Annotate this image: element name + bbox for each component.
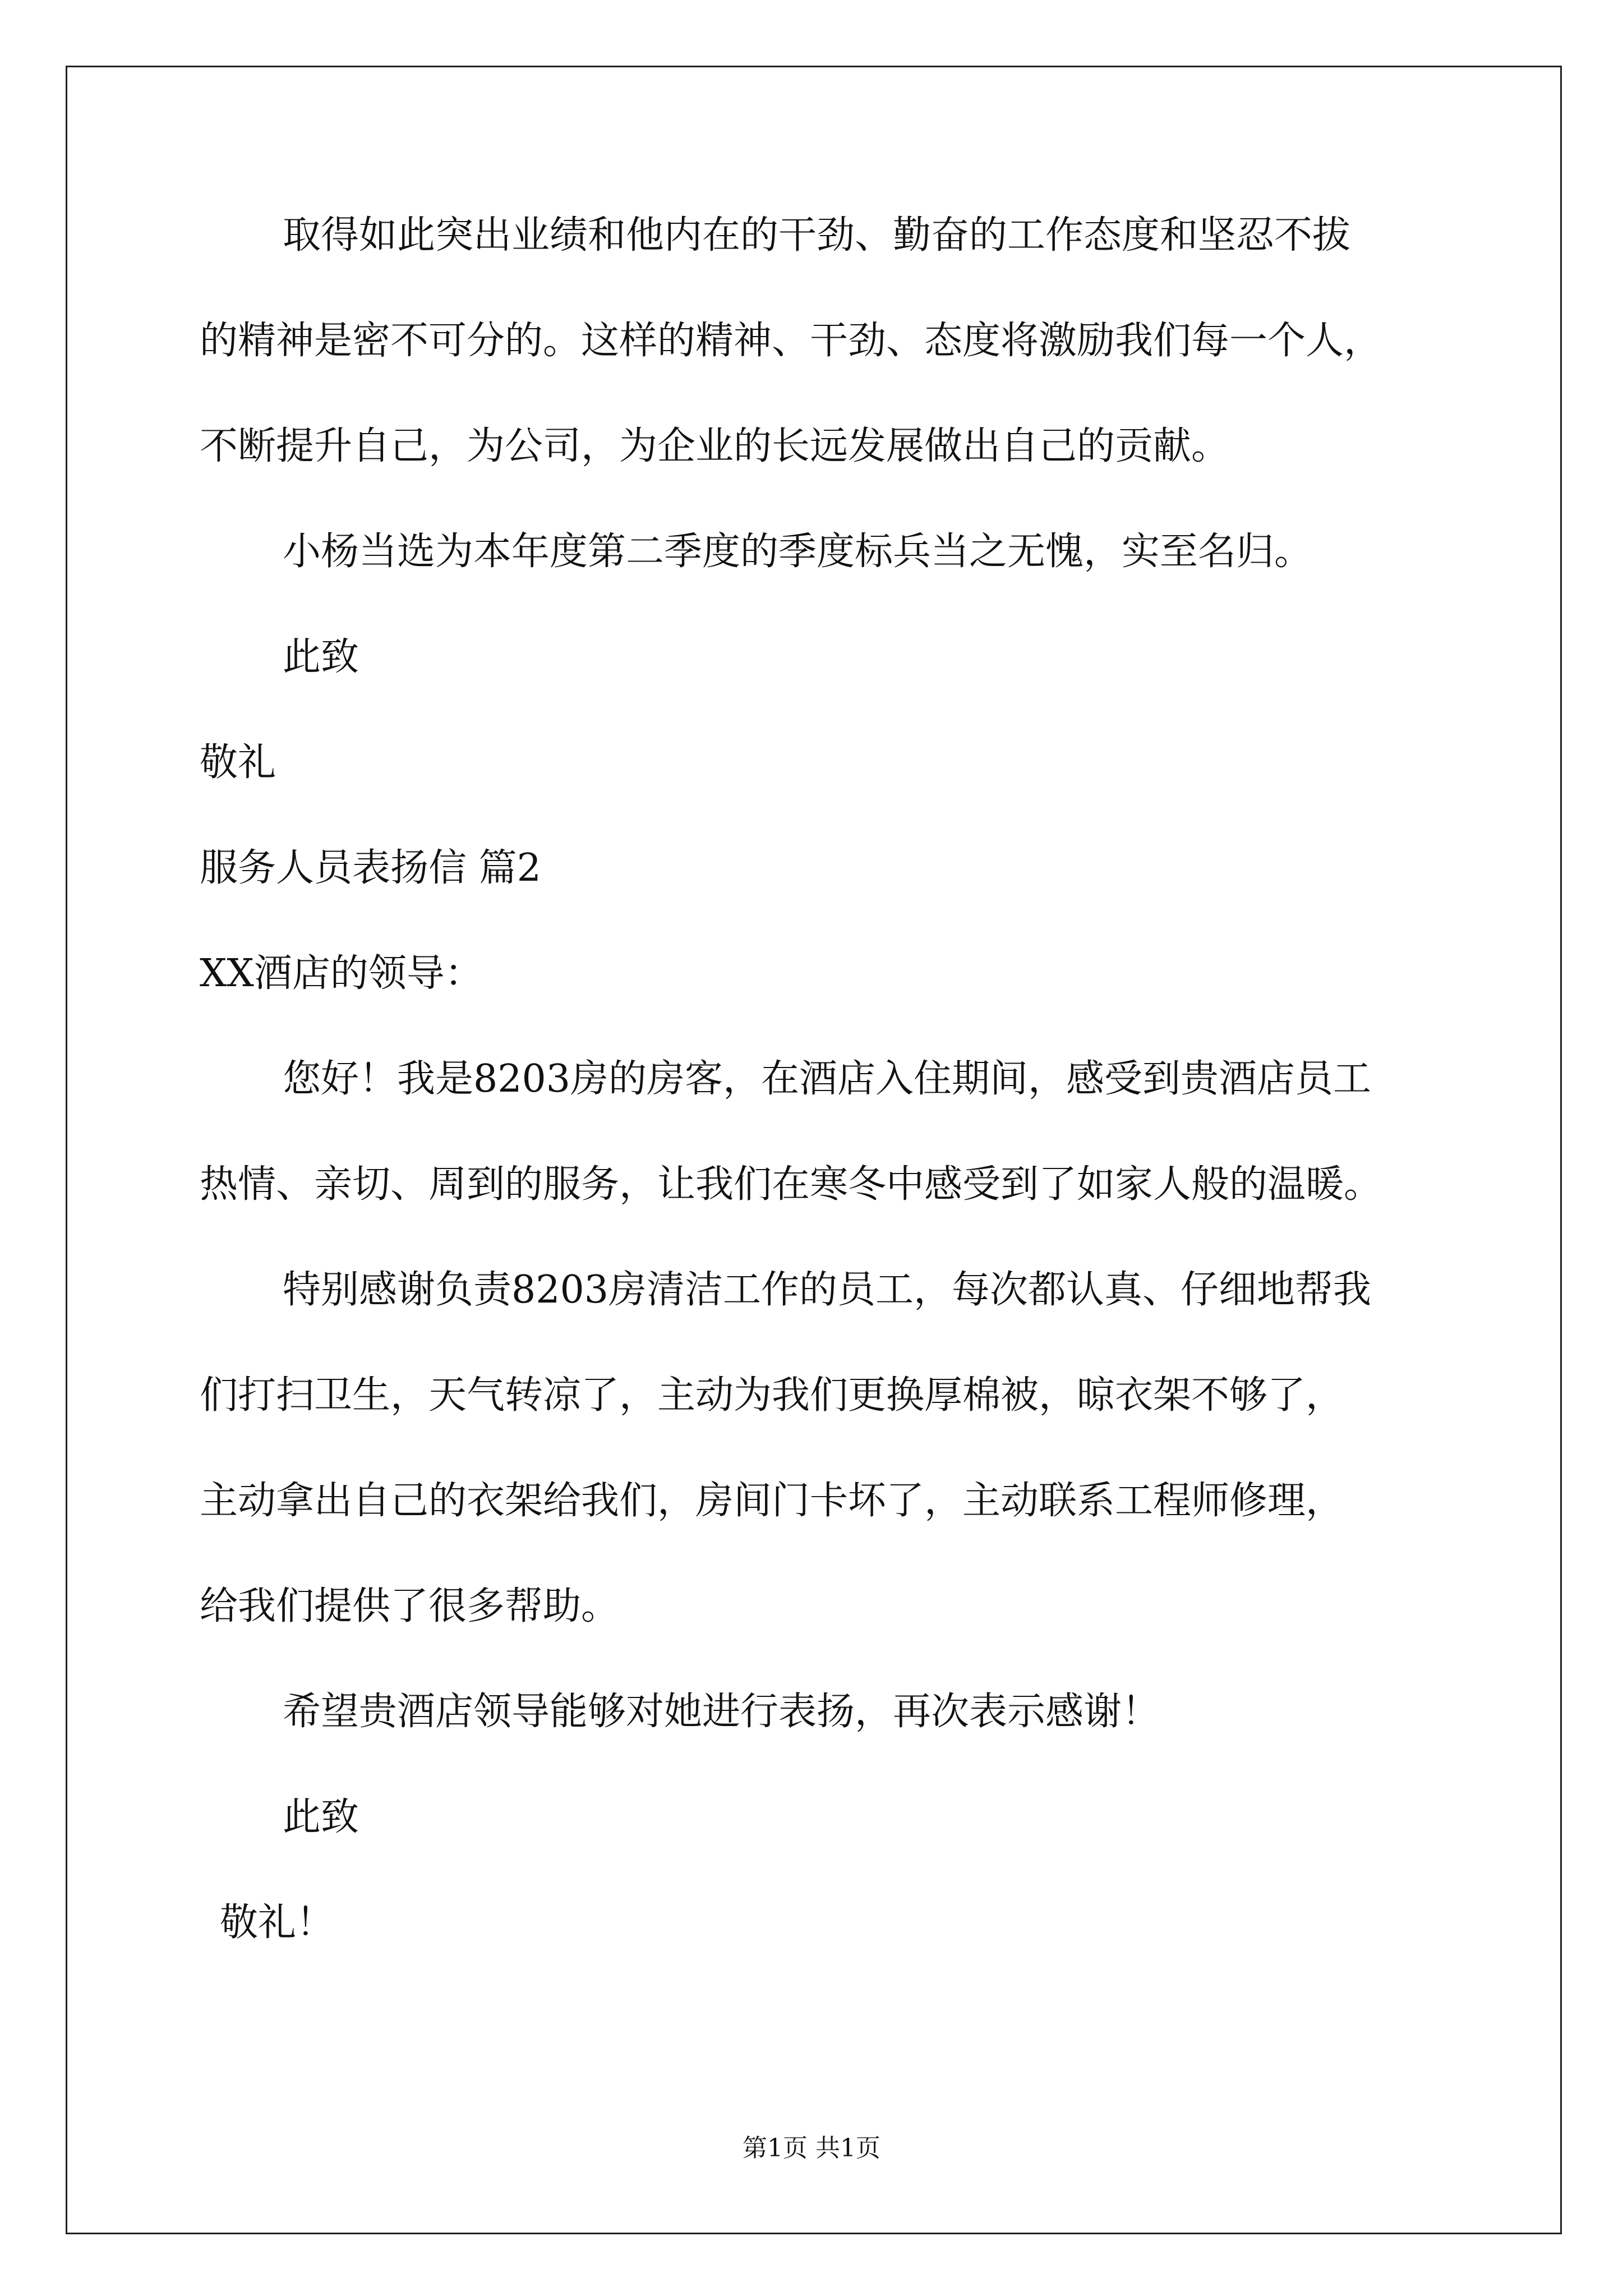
paragraph-line: 的精神是密不可分的。这样的精神、干劲、态度将激励我们每一个人， (200, 319, 1382, 363)
paragraph-line: 特别感谢负责8203房清洁工作的员工，每次都认真、仔细地帮我 (283, 1268, 1372, 1312)
paragraph-line: 主动拿出自己的衣架给我们，房间门卡坏了，主动联系工程师修理， (200, 1479, 1344, 1523)
closing-line: 此致 (283, 1795, 359, 1839)
salutation-line: 敬礼 (200, 740, 276, 785)
section-heading: 服务人员表扬信 篇2 (200, 846, 541, 890)
paragraph-line: 不断提升自己，为公司，为企业的长远发展做出自己的贡献。 (200, 424, 1230, 468)
closing-line: 此致 (283, 635, 359, 679)
paragraph-line: 取得如此突出业绩和他内在的干劲、勤奋的工作态度和坚忍不拔 (283, 213, 1351, 257)
paragraph-line: 们打扫卫生，天气转凉了，主动为我们更换厚棉被，晾衣架不够了， (200, 1373, 1344, 1418)
addressee-line: XX酒店的领导： (200, 951, 483, 996)
page-number-footer: 第1页 共1页 (743, 2134, 880, 2162)
salutation-line: 敬礼！ (220, 1901, 335, 1945)
paragraph-line: 您好！我是8203房的房客，在酒店入住期间，感受到贵酒店员工 (283, 1057, 1372, 1101)
paragraph-line: 给我们提供了很多帮助。 (200, 1584, 620, 1628)
paragraph-line: 热情、亲切、周到的服务，让我们在寒冬中感受到了如家人般的温暖。 (200, 1162, 1382, 1207)
paragraph-line: 希望贵酒店领导能够对她进行表扬，再次表示感谢！ (283, 1690, 1160, 1734)
paragraph-line: 小杨当选为本年度第二季度的季度标兵当之无愧，实至名归。 (283, 530, 1313, 574)
